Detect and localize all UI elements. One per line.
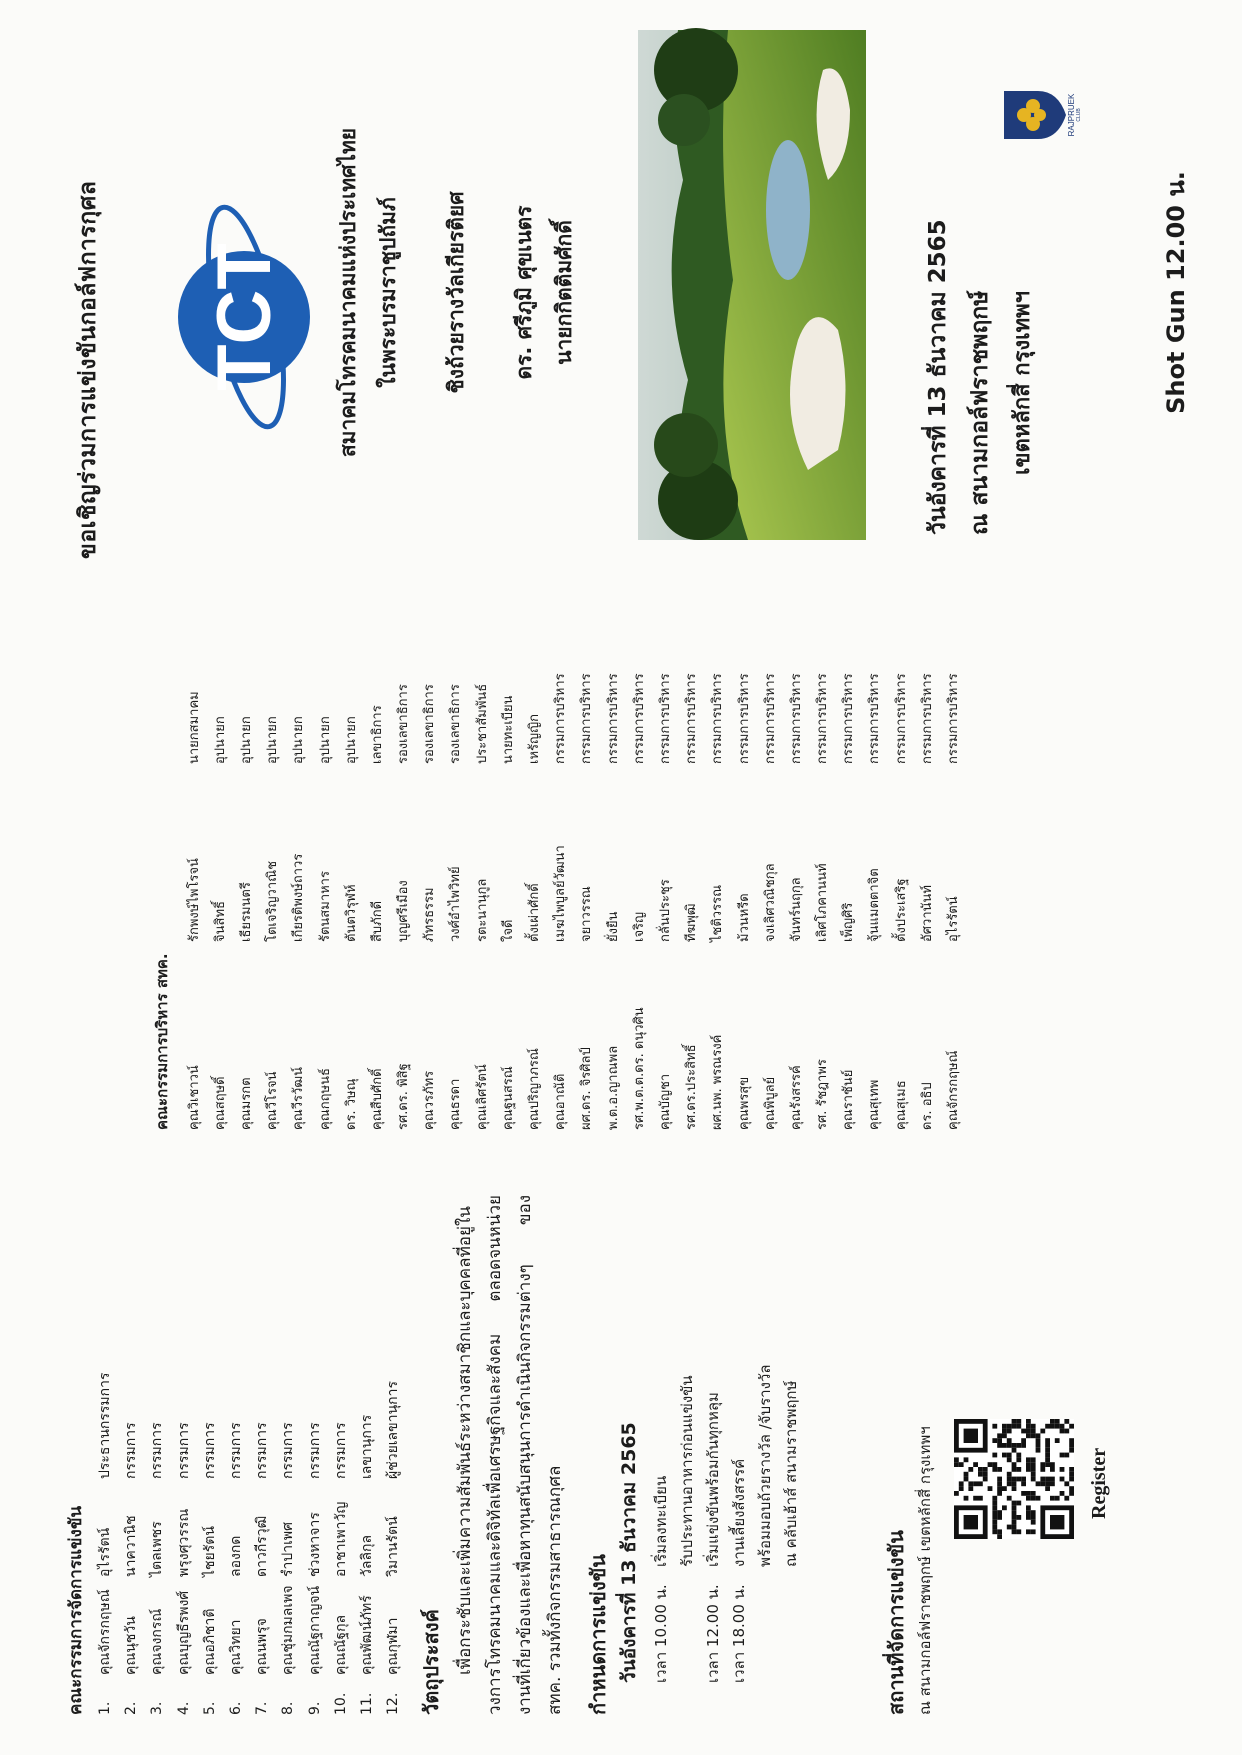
board-member-name: ดร. อธิป (919, 1082, 935, 1130)
committee-first-name: คุณจักรกฤษณ์ (97, 1589, 114, 1675)
board-member-name: คุณวิเชาวน์ (186, 1065, 202, 1130)
board-member-name: คุณอาณัติ (553, 1073, 569, 1130)
trophy-title: ชิงถ้วยรางวัลเกียรติยศ (444, 191, 468, 394)
committee-row (144, 1195, 170, 1715)
board-member-position: กรรมการบริหาร (553, 673, 569, 764)
board-member-surname: ม้วนหรีด (736, 893, 752, 942)
board-member-surname: เมฆไพบูลย์วัฒนา (553, 845, 569, 942)
patron-role: นายกกิตติมศักดิ์ (552, 220, 576, 365)
board-member-position: เหรัญญิก (527, 713, 543, 764)
board-member-surname: จุ้นแมตตาจิต (867, 868, 883, 942)
golf-course-photo (638, 30, 866, 540)
schedule-sub-item: ณ คลับเฮ้าส์ สนามราชพฤกษ์ (782, 1380, 800, 1567)
committee-last-name: วัลลิกุล (358, 1534, 375, 1577)
board-member-name: คุณปริญาภรณ์ (527, 1048, 543, 1130)
association-patronage: ในพระบรมราชูปถัมภ์ (376, 197, 400, 388)
committee-first-name: คุณอภิชาติ (201, 1608, 218, 1675)
committee-row (354, 1195, 380, 1715)
committee-row (197, 1195, 223, 1715)
board-row (232, 590, 258, 1130)
board-member-name: คุณพิบูลย์ (762, 1076, 778, 1130)
committee-schedule-panel (0, 1170, 1242, 1755)
register-label[interactable]: Register (1088, 1447, 1110, 1519)
committee-first-name: คุณนุชวัน (123, 1616, 140, 1675)
objective-text: เพื่อกระชับและเพิ่มความสัมพันธ์ระหว่างสมาชิกและบุคคลที่อยู่ในวงการโทรคมนาคมและดิจิทัลเพื่อเศรษฐกิจและสังคม ตลอดจนหน่วยงานที่เกี่ยวข้องและเพื่อหาทุนสนับสนุนการดำเนินกิจกรรมต่างๆ ของ สทค. รวมทั้งกิจกรรมสาธารณกุศล (455, 1195, 565, 1715)
committee-no: 1. (97, 1701, 114, 1715)
committee-last-name: ช่วงหาจาร (306, 1512, 323, 1577)
board-member-list (180, 590, 966, 1130)
board-row (809, 590, 835, 1130)
committee-no: 3. (149, 1701, 166, 1715)
board-member-position: อุปนายก (212, 716, 228, 764)
schedule-item (726, 1183, 752, 1683)
committee-row (92, 1195, 118, 1715)
board-row (259, 590, 285, 1130)
board-member-surname: เกียรติพงษ์ถาวร (291, 853, 307, 942)
committee-role: กรรมการ (280, 1422, 297, 1479)
committee-row (118, 1195, 144, 1715)
committee-no: 2. (123, 1701, 140, 1715)
committee-role: ประธานกรรมการ (97, 1372, 114, 1479)
committee-first-name: คุณวิทยา (228, 1619, 245, 1675)
committee-first-name: คุณจงกรณ์ (149, 1608, 166, 1675)
committee-role: กรรมการ (228, 1422, 245, 1479)
board-member-surname: อัศวานันท์ (919, 884, 935, 942)
board-member-name: คุณสุเมธ (893, 1080, 909, 1130)
tct-logo-icon (168, 195, 318, 435)
committee-role: กรรมการ (201, 1422, 218, 1479)
board-member-position: กรรมการบริหาร (605, 673, 621, 764)
board-member-surname: ภัทรธรรม (422, 887, 438, 942)
committee-role: กรรมการ (149, 1422, 166, 1479)
board-row (913, 590, 939, 1130)
schedule-sub-item: รับประทานอาหารก่อนแข่งขัน (678, 1375, 696, 1567)
board-member-position: นายกสมาคม (186, 691, 202, 764)
board-member-name: คุณพรสุข (736, 1076, 752, 1130)
board-member-surname: เจริญ (631, 911, 647, 942)
board-member-position: อุปนายก (291, 716, 307, 764)
board-member-surname: รัตนสมาหาร (317, 871, 333, 942)
committee-row (275, 1195, 301, 1715)
board-member-surname: จันทร์นฤกุล (788, 877, 804, 942)
patron-name: ดร. ศรีภูมิ ศุขเนตร (512, 205, 536, 380)
committee-row (302, 1195, 328, 1715)
board-member-surname: ยั่งยืน (605, 911, 621, 942)
schedule-item (648, 1183, 674, 1683)
club-name: RAJPRUEK (1067, 93, 1076, 137)
committee-no: 8. (280, 1701, 297, 1715)
committee-last-name: ไตลเพชร (149, 1521, 166, 1577)
board-row (180, 590, 206, 1130)
board-member-name: คุณมรกต (238, 1077, 254, 1130)
board-member-surname: กลั่นประชุร (657, 879, 673, 942)
board-member-name: ผศ.นพ. พรณรงค์ (710, 1034, 726, 1130)
board-member-name: คุณวีรวัฒน์ (291, 1067, 307, 1130)
board-row (337, 590, 363, 1130)
committee-last-name: รำปาเพศ (280, 1521, 297, 1577)
board-member-position: กรรมการบริหาร (946, 673, 962, 764)
cover-panel (0, 0, 1242, 585)
committee-role: กรรมการ (254, 1422, 271, 1479)
committee-no: 7. (254, 1701, 271, 1715)
board-member-name: รศ. รัชฎาพร (815, 1059, 831, 1130)
board-member-surname: เธียรมนตรี (238, 882, 254, 942)
committee-first-name: คุณกุฬมา (385, 1617, 402, 1675)
objective-title: วัตถุประสงค์ (419, 1609, 443, 1715)
committee-row (223, 1195, 249, 1715)
board-member-position: รองเลขาธิการ (422, 684, 438, 764)
committee-last-name: ไชยรัตน์ (201, 1526, 218, 1577)
board-row (730, 590, 756, 1130)
board-member-surname: โตเจริญวาณิช (265, 860, 281, 942)
board-member-name: รศ.พ.ต.ต.ดร. ดนุวศิน (631, 1007, 647, 1130)
board-member-position: กรรมการบริหาร (841, 673, 857, 764)
invite-heading: ขอเชิญร่วมการแข่งขันกอล์ฟการกุศล (75, 180, 101, 559)
board-row (861, 590, 887, 1130)
event-date: วันอังคารที่ 13 ธันวาคม 2565 (925, 219, 951, 535)
board-member-name: รศ.ดร.ประสิทธิ์ (684, 1044, 700, 1130)
committee-no: 10. (332, 1692, 349, 1715)
board-row (442, 590, 468, 1130)
board-member-name: ผศ.ดร. จิรศิลป์ (579, 1047, 595, 1130)
committee-row (380, 1195, 406, 1715)
committee-first-name: คุณนพรุจ (254, 1618, 271, 1675)
board-member-surname: เพ็ญศิริ (841, 902, 857, 942)
board-member-position: กรรมการบริหาร (919, 673, 935, 764)
board-member-position: กรรมการบริหาร (788, 673, 804, 764)
committee-last-name: อาชาเพาวัญ (332, 1501, 349, 1577)
board-row (782, 590, 808, 1130)
committee-last-name: วิมานรัตน์ (385, 1516, 402, 1577)
board-member-surname: อุไรรัตน์ (946, 896, 962, 942)
board-member-name: คุณเลิศรัตน์ (474, 1064, 490, 1130)
board-member-position: อุปนายก (238, 716, 254, 764)
board-member-surname: จินสิทธิ์ (212, 901, 228, 942)
board-member-surname: ทีฆพุฒิ (684, 903, 700, 942)
board-member-position: กรรมการบริหาร (579, 673, 595, 764)
association-name: สมาคมโทรคมนาคมแห่งประเทศไทย (336, 127, 360, 458)
club-sub: CLUB (1076, 108, 1082, 122)
board-row (704, 590, 730, 1130)
shotgun-time: Shot Gun 12.00 น. (1162, 171, 1190, 414)
committee-no: 4. (175, 1701, 192, 1715)
board-title: คณะกรรมการบริหาร สทค. (153, 953, 171, 1130)
board-member-position: กรรมการบริหาร (631, 673, 647, 764)
board-member-name: ดร. วิษณุ (343, 1078, 359, 1130)
board-member-name: คุณสุเทพ (867, 1079, 883, 1130)
board-member-position: กรรมการบริหาร (736, 673, 752, 764)
board-member-surname: รตะนานุกูล (474, 878, 490, 942)
event-district: เขตหลักสี่ กรุงเทพฯ (1010, 291, 1035, 475)
board-member-position: กรรมการบริหาร (684, 673, 700, 764)
board-member-position: กรรมการบริหาร (762, 673, 778, 764)
committee-first-name: คุณณัฐกาญจน์ (306, 1585, 323, 1675)
schedule-title: กำหนดการแข่งขัน (586, 1554, 610, 1715)
board-row (468, 590, 494, 1130)
schedule-sub-item: พร้อมมอบถ้วยรางวัล /จับรางวัล (756, 1364, 774, 1567)
committee-row (328, 1195, 354, 1715)
board-panel (0, 585, 1242, 1170)
board-member-name: คุณจักรกฤษณ์ (946, 1050, 962, 1130)
board-member-name: คุณสฤษดิ์ (212, 1076, 228, 1130)
rajpruek-crest-icon (1000, 85, 1080, 145)
board-row (756, 590, 782, 1130)
committee-no: 9. (306, 1701, 323, 1715)
board-member-position: กรรมการบริหาร (867, 673, 883, 764)
board-member-surname: ตั้งเผ่าศักดิ์ (527, 883, 543, 942)
board-member-surname: ตันตวิรุฬห์ (343, 884, 359, 942)
committee-first-name: คุณพัฒน์ภัทร์ (358, 1595, 375, 1675)
board-member-name: คุณธรดา (448, 1078, 464, 1130)
board-member-position: เลขาธิการ (369, 705, 385, 764)
board-member-surname: จยาวรรณ (579, 886, 595, 942)
board-member-name: คุณราชันย์ (841, 1069, 857, 1130)
board-member-position: กรรมการบริหาร (657, 673, 673, 764)
committee-last-name: ลองกด (228, 1535, 245, 1577)
board-member-position: กรรมการบริหาร (815, 673, 831, 764)
committee-last-name: พรุงศุวรรณ (175, 1508, 192, 1577)
board-member-surname: ตั้งประเสริฐ (893, 878, 909, 942)
board-member-position: อุปนายก (265, 716, 281, 764)
board-row (520, 590, 546, 1130)
board-row (285, 590, 311, 1130)
event-venue: ณ สนามกอล์ฟราชพฤกษ์ (967, 290, 993, 535)
board-member-position: ประชาสัมพันธ์ (474, 683, 490, 764)
board-member-surname: ใจดี (500, 919, 516, 942)
board-row (547, 590, 573, 1130)
venue-title: สถานที่จัดการแข่งขัน (884, 1530, 908, 1715)
committee-row (171, 1195, 197, 1715)
board-member-surname: รักพงษ์ไพโรจน์ (186, 858, 202, 942)
board-member-surname: บุญศรีเมือง (396, 880, 412, 942)
committee-role: กรรมการ (306, 1422, 323, 1479)
board-row (887, 590, 913, 1130)
schedule-list (648, 1183, 804, 1683)
schedule-desc: เริ่มลงทะเบียน (652, 1475, 670, 1567)
schedule-time: เวลา 10.00 น. (652, 1584, 670, 1683)
venue-text: ณ สนามกอล์ฟราชพฤกษ์ เขตหลักสี่ กรุงเทพฯ (916, 1426, 934, 1715)
schedule-date: วันอังคารที่ 13 ธันวาคม 2565 (618, 1422, 640, 1683)
board-member-surname: เลิศโภคานนท์ (815, 863, 831, 942)
committee-role: กรรมการ (175, 1422, 192, 1479)
board-member-surname: สืบภักดี (369, 900, 385, 942)
board-member-surname: วงศ์อำไพวิทย์ (448, 866, 464, 942)
board-row (651, 590, 677, 1130)
board-member-position: รองเลขาธิการ (448, 684, 464, 764)
committee-role: กรรมการ (332, 1422, 349, 1479)
committee-no: 11. (358, 1692, 375, 1715)
board-member-name: คุณวรภัทร (422, 1070, 438, 1130)
committee-role: ผู้ช่วยเลขานุการ (385, 1381, 402, 1479)
board-member-position: รองเลขาธิการ (396, 684, 412, 764)
board-row (416, 590, 442, 1130)
committee-no: 12. (385, 1692, 402, 1715)
board-member-name: พ.ต.อ.ญาณพล (605, 1045, 621, 1130)
committee-first-name: คุณชุ่มกมลเพจ (280, 1585, 297, 1675)
board-member-name: รศ.ดร. พิสิฐ (396, 1063, 412, 1130)
board-member-name: คุณกฤษนธ์ (317, 1068, 333, 1130)
board-row (939, 590, 965, 1130)
board-member-name: คุณวีโรจน์ (265, 1071, 281, 1130)
board-row (599, 590, 625, 1130)
register-qr-code[interactable] (954, 1419, 1074, 1539)
board-member-position: กรรมการบริหาร (893, 673, 909, 764)
board-row (206, 590, 232, 1130)
schedule-item (700, 1183, 726, 1683)
schedule-time: เวลา 12.00 น. (704, 1584, 722, 1683)
board-member-surname: ไชติวรรณ (710, 884, 726, 942)
committee-last-name: นาควานิช (123, 1515, 140, 1577)
board-row (678, 590, 704, 1130)
board-row (573, 590, 599, 1130)
board-member-name: คุณฐนสรณ์ (500, 1066, 516, 1130)
logo-text: TCT (202, 243, 287, 391)
committee-row (249, 1195, 275, 1715)
committee-no: 5. (201, 1701, 218, 1715)
board-row (363, 590, 389, 1130)
organizing-committee-list (92, 1195, 406, 1715)
board-member-position: อุปนายก (317, 716, 333, 764)
schedule-time: เวลา 18.00 น. (730, 1584, 748, 1683)
organizing-committee-title: คณะกรรมการจัดการแข่งขัน (66, 1505, 86, 1715)
board-member-position: กรรมการบริหาร (710, 673, 726, 764)
board-member-name: คุณรังสรรค์ (788, 1065, 804, 1130)
board-row (625, 590, 651, 1130)
committee-last-name: ดาวกีรวุฒิ (254, 1515, 271, 1577)
committee-role: กรรมการ (123, 1422, 140, 1479)
board-row (835, 590, 861, 1130)
board-member-position: อุปนายก (343, 716, 359, 764)
committee-role: เลขานุการ (358, 1414, 375, 1479)
board-member-name: คุณสืบศักดิ์ (369, 1068, 385, 1130)
board-row (390, 590, 416, 1130)
committee-first-name: คุณณัฐกุล (332, 1614, 349, 1675)
board-member-surname: จงเลิศวณิชกุล (762, 863, 778, 942)
schedule-desc: เริ่มแข่งขันพร้อมกันทุกหลุม (704, 1392, 722, 1567)
committee-first-name: คุณบุญธีรพงศ์ (175, 1590, 192, 1675)
board-member-name: คุณบัญชา (657, 1073, 673, 1130)
board-member-position: นายทะเบียน (500, 695, 516, 764)
board-row (494, 590, 520, 1130)
committee-no: 6. (228, 1701, 245, 1715)
committee-last-name: อุไรรัตน์ (97, 1527, 114, 1577)
schedule-desc: งานเลี้ยงสังสรรค์ (730, 1458, 748, 1567)
board-row (311, 590, 337, 1130)
